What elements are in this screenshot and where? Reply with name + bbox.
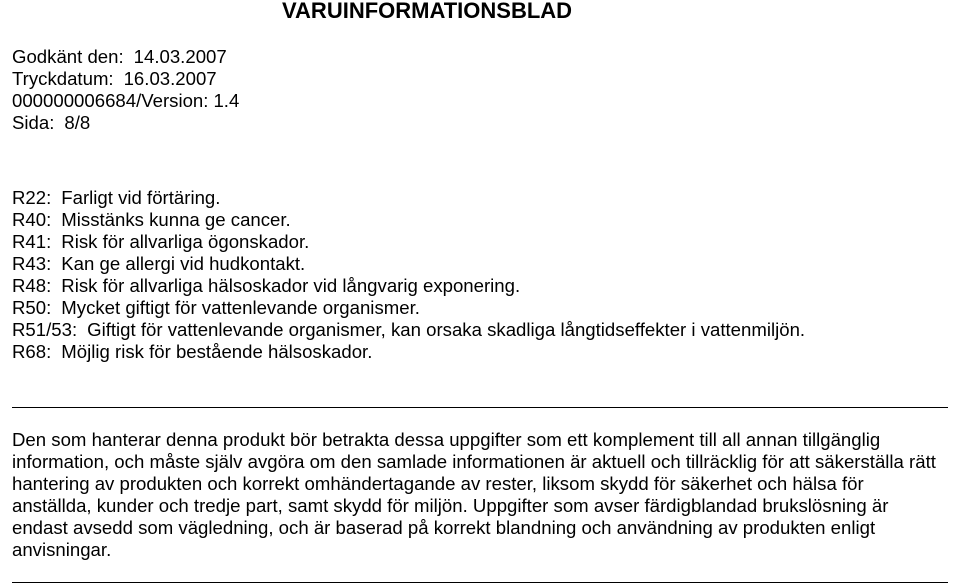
document-title: VARUINFORMATIONSBLAD: [282, 0, 573, 23]
r-phrase-text: Risk för allvarliga ögonskador.: [61, 231, 310, 252]
header-label: Godkänt den:: [12, 46, 124, 67]
disclaimer-line: anställda, kunder och tredje part, samt skydd för miljön. Uppgifter som avser färdigblandad brukslösning är: [12, 495, 889, 516]
r-phrase-text: Risk för allvarliga hälsoskador vid långvarig exponering.: [61, 275, 521, 296]
header-row-version: [12, 90, 239, 112]
disclaimer-line: endast avsedd som vägledning, och är baserad på korrekt blandning och användning av produkten enligt: [12, 517, 876, 538]
r-phrase-code: R40:: [12, 209, 52, 230]
header-value: 8/8: [64, 112, 91, 133]
r-phrase-text: Kan ge allergi vid hudkontakt.: [61, 253, 306, 274]
divider-top: [12, 407, 948, 408]
disclaimer-paragraph: [12, 429, 936, 561]
disclaimer-line: Den som hanterar denna produkt bör betrakta dessa uppgifter som ett komplement till all annan tillgänglig: [12, 429, 881, 450]
r-phrase-item: [12, 253, 805, 275]
r-phrase-text: Mycket giftigt för vattenlevande organismer.: [61, 297, 420, 318]
r-phrase-code: R50:: [12, 297, 52, 318]
r-phrase-list: [12, 187, 805, 363]
r-phrase-code: R22:: [12, 187, 52, 208]
r-phrase-text: Möjlig risk för bestående hälsoskador.: [61, 341, 373, 362]
r-phrase-item: [12, 209, 805, 231]
header-label: Tryckdatum:: [12, 68, 114, 89]
r-phrase-item: [12, 297, 805, 319]
document-header: [12, 46, 239, 134]
header-value: 16.03.2007: [123, 68, 217, 89]
r-phrase-code: R51/53:: [12, 319, 78, 340]
header-row-approved: [12, 46, 239, 68]
r-phrase-item: [12, 319, 805, 341]
disclaimer-line: information, och måste själv avgöra om den samlade informationen är aktuell och tillräcklig för att säkerställa rätt: [12, 451, 936, 472]
disclaimer-line: anvisningar.: [12, 539, 112, 560]
r-phrase-code: R43:: [12, 253, 52, 274]
r-phrase-text: Misstänks kunna ge cancer.: [61, 209, 291, 230]
r-phrase-item: [12, 275, 805, 297]
header-label: 000000006684/Version:: [12, 90, 209, 111]
r-phrase-item: [12, 231, 805, 253]
header-value: 1.4: [213, 90, 240, 111]
header-value: 14.03.2007: [133, 46, 227, 67]
r-phrase-code: R48:: [12, 275, 52, 296]
header-row-page: [12, 112, 239, 134]
r-phrase-item: [12, 187, 805, 209]
r-phrase-code: R41:: [12, 231, 52, 252]
r-phrase-text: Giftigt för vattenlevande organismer, kan orsaka skadliga långtidseffekter i vattenmiljön.: [87, 319, 806, 340]
r-phrase-code: R68:: [12, 341, 52, 362]
divider-bottom: [12, 582, 948, 583]
r-phrase-text: Farligt vid förtäring.: [61, 187, 221, 208]
header-label: Sida:: [12, 112, 55, 133]
disclaimer-line: hantering av produkten och korrekt omhändertagande av rester, liksom skydd för säkerhet och hälsa för: [12, 473, 864, 494]
header-row-print-date: [12, 68, 239, 90]
r-phrase-item: [12, 341, 805, 363]
